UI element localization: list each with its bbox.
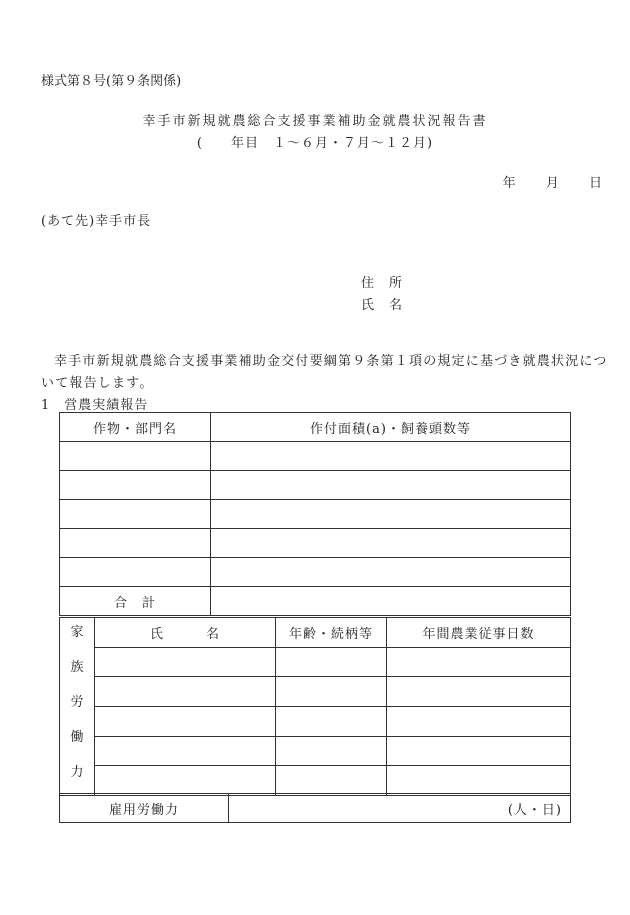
side-char: 労: [70, 695, 84, 710]
side-char: 働: [70, 730, 84, 745]
employed-labor-label: 雇用労働力: [60, 794, 229, 823]
section-number: 1: [41, 398, 51, 413]
days-cell[interactable]: [387, 677, 571, 707]
name-cell[interactable]: [95, 647, 276, 677]
area-cell[interactable]: [211, 442, 571, 471]
area-cell[interactable]: [211, 529, 571, 558]
name-cell[interactable]: [95, 677, 276, 707]
area-column-header: 作付面積(a)・飼養頭数等: [211, 413, 571, 442]
report-period: ( 年目 １～６月・７月～１２月): [196, 136, 434, 151]
area-cell[interactable]: [211, 558, 571, 587]
family-table-header: [60, 618, 571, 648]
crop-cell[interactable]: [60, 442, 211, 471]
age-cell[interactable]: [276, 766, 387, 796]
date-day: 日: [588, 176, 602, 191]
area-cell[interactable]: [211, 471, 571, 500]
table-row: [60, 647, 571, 677]
addressee: (あて先)幸手市長: [41, 214, 152, 229]
date-year: 年: [502, 176, 516, 191]
crop-column-header: 作物・部門名: [60, 413, 211, 442]
table-row: [60, 558, 571, 587]
side-char: 家: [70, 625, 84, 640]
total-label: 合 計: [60, 587, 211, 616]
document-title: 幸手市新規就農総合支援事業補助金就農状況報告書: [142, 114, 488, 129]
table-row: [60, 706, 571, 736]
days-cell[interactable]: [387, 706, 571, 736]
employed-labor-table: [59, 793, 571, 823]
employed-labor-value-cell[interactable]: [229, 794, 571, 823]
date-month: 月: [545, 176, 559, 191]
crop-table-header: [60, 413, 571, 442]
age-cell[interactable]: [276, 677, 387, 707]
name-cell[interactable]: [95, 706, 276, 736]
family-labor-table: [59, 617, 571, 796]
age-column-header: 年齢・続柄等: [276, 618, 387, 648]
date-line: [477, 172, 602, 191]
family-labor-side-label: [60, 618, 95, 796]
address-label: 住 所: [361, 276, 404, 291]
form-number: 様式第８号(第９条関係): [41, 74, 182, 89]
name-column-header: 氏 名: [95, 618, 276, 648]
name-label: 氏 名: [361, 298, 404, 313]
days-cell[interactable]: [387, 736, 571, 766]
section-title: 営農実績報告: [64, 398, 149, 413]
employed-labor-unit: (人・日): [507, 802, 562, 818]
age-cell[interactable]: [276, 647, 387, 677]
table-row: [60, 736, 571, 766]
body-text: 幸手市新規就農総合支援事業補助金交付要綱第９条第１項の規定に基づき就農状況について報告します。: [41, 354, 608, 391]
days-cell[interactable]: [387, 647, 571, 677]
table-row: [60, 500, 571, 529]
age-cell[interactable]: [276, 706, 387, 736]
area-cell[interactable]: [211, 500, 571, 529]
table-row: [60, 766, 571, 796]
side-char: 族: [70, 660, 84, 675]
table-row: [60, 677, 571, 707]
table-row: [60, 529, 571, 558]
total-row: [60, 587, 571, 616]
days-cell[interactable]: [387, 766, 571, 796]
crop-cell[interactable]: [60, 558, 211, 587]
name-cell[interactable]: [95, 736, 276, 766]
side-char: 力: [70, 765, 84, 780]
age-cell[interactable]: [276, 736, 387, 766]
section-heading: [41, 394, 148, 413]
name-cell[interactable]: [95, 766, 276, 796]
total-value-cell[interactable]: [211, 587, 571, 616]
crop-cell[interactable]: [60, 471, 211, 500]
table-row: [60, 471, 571, 500]
crop-table: [59, 412, 571, 616]
crop-cell[interactable]: [60, 500, 211, 529]
crop-cell[interactable]: [60, 529, 211, 558]
table-row: [60, 442, 571, 471]
days-column-header: 年間農業従事日数: [387, 618, 571, 648]
employed-labor-row: [60, 794, 571, 823]
